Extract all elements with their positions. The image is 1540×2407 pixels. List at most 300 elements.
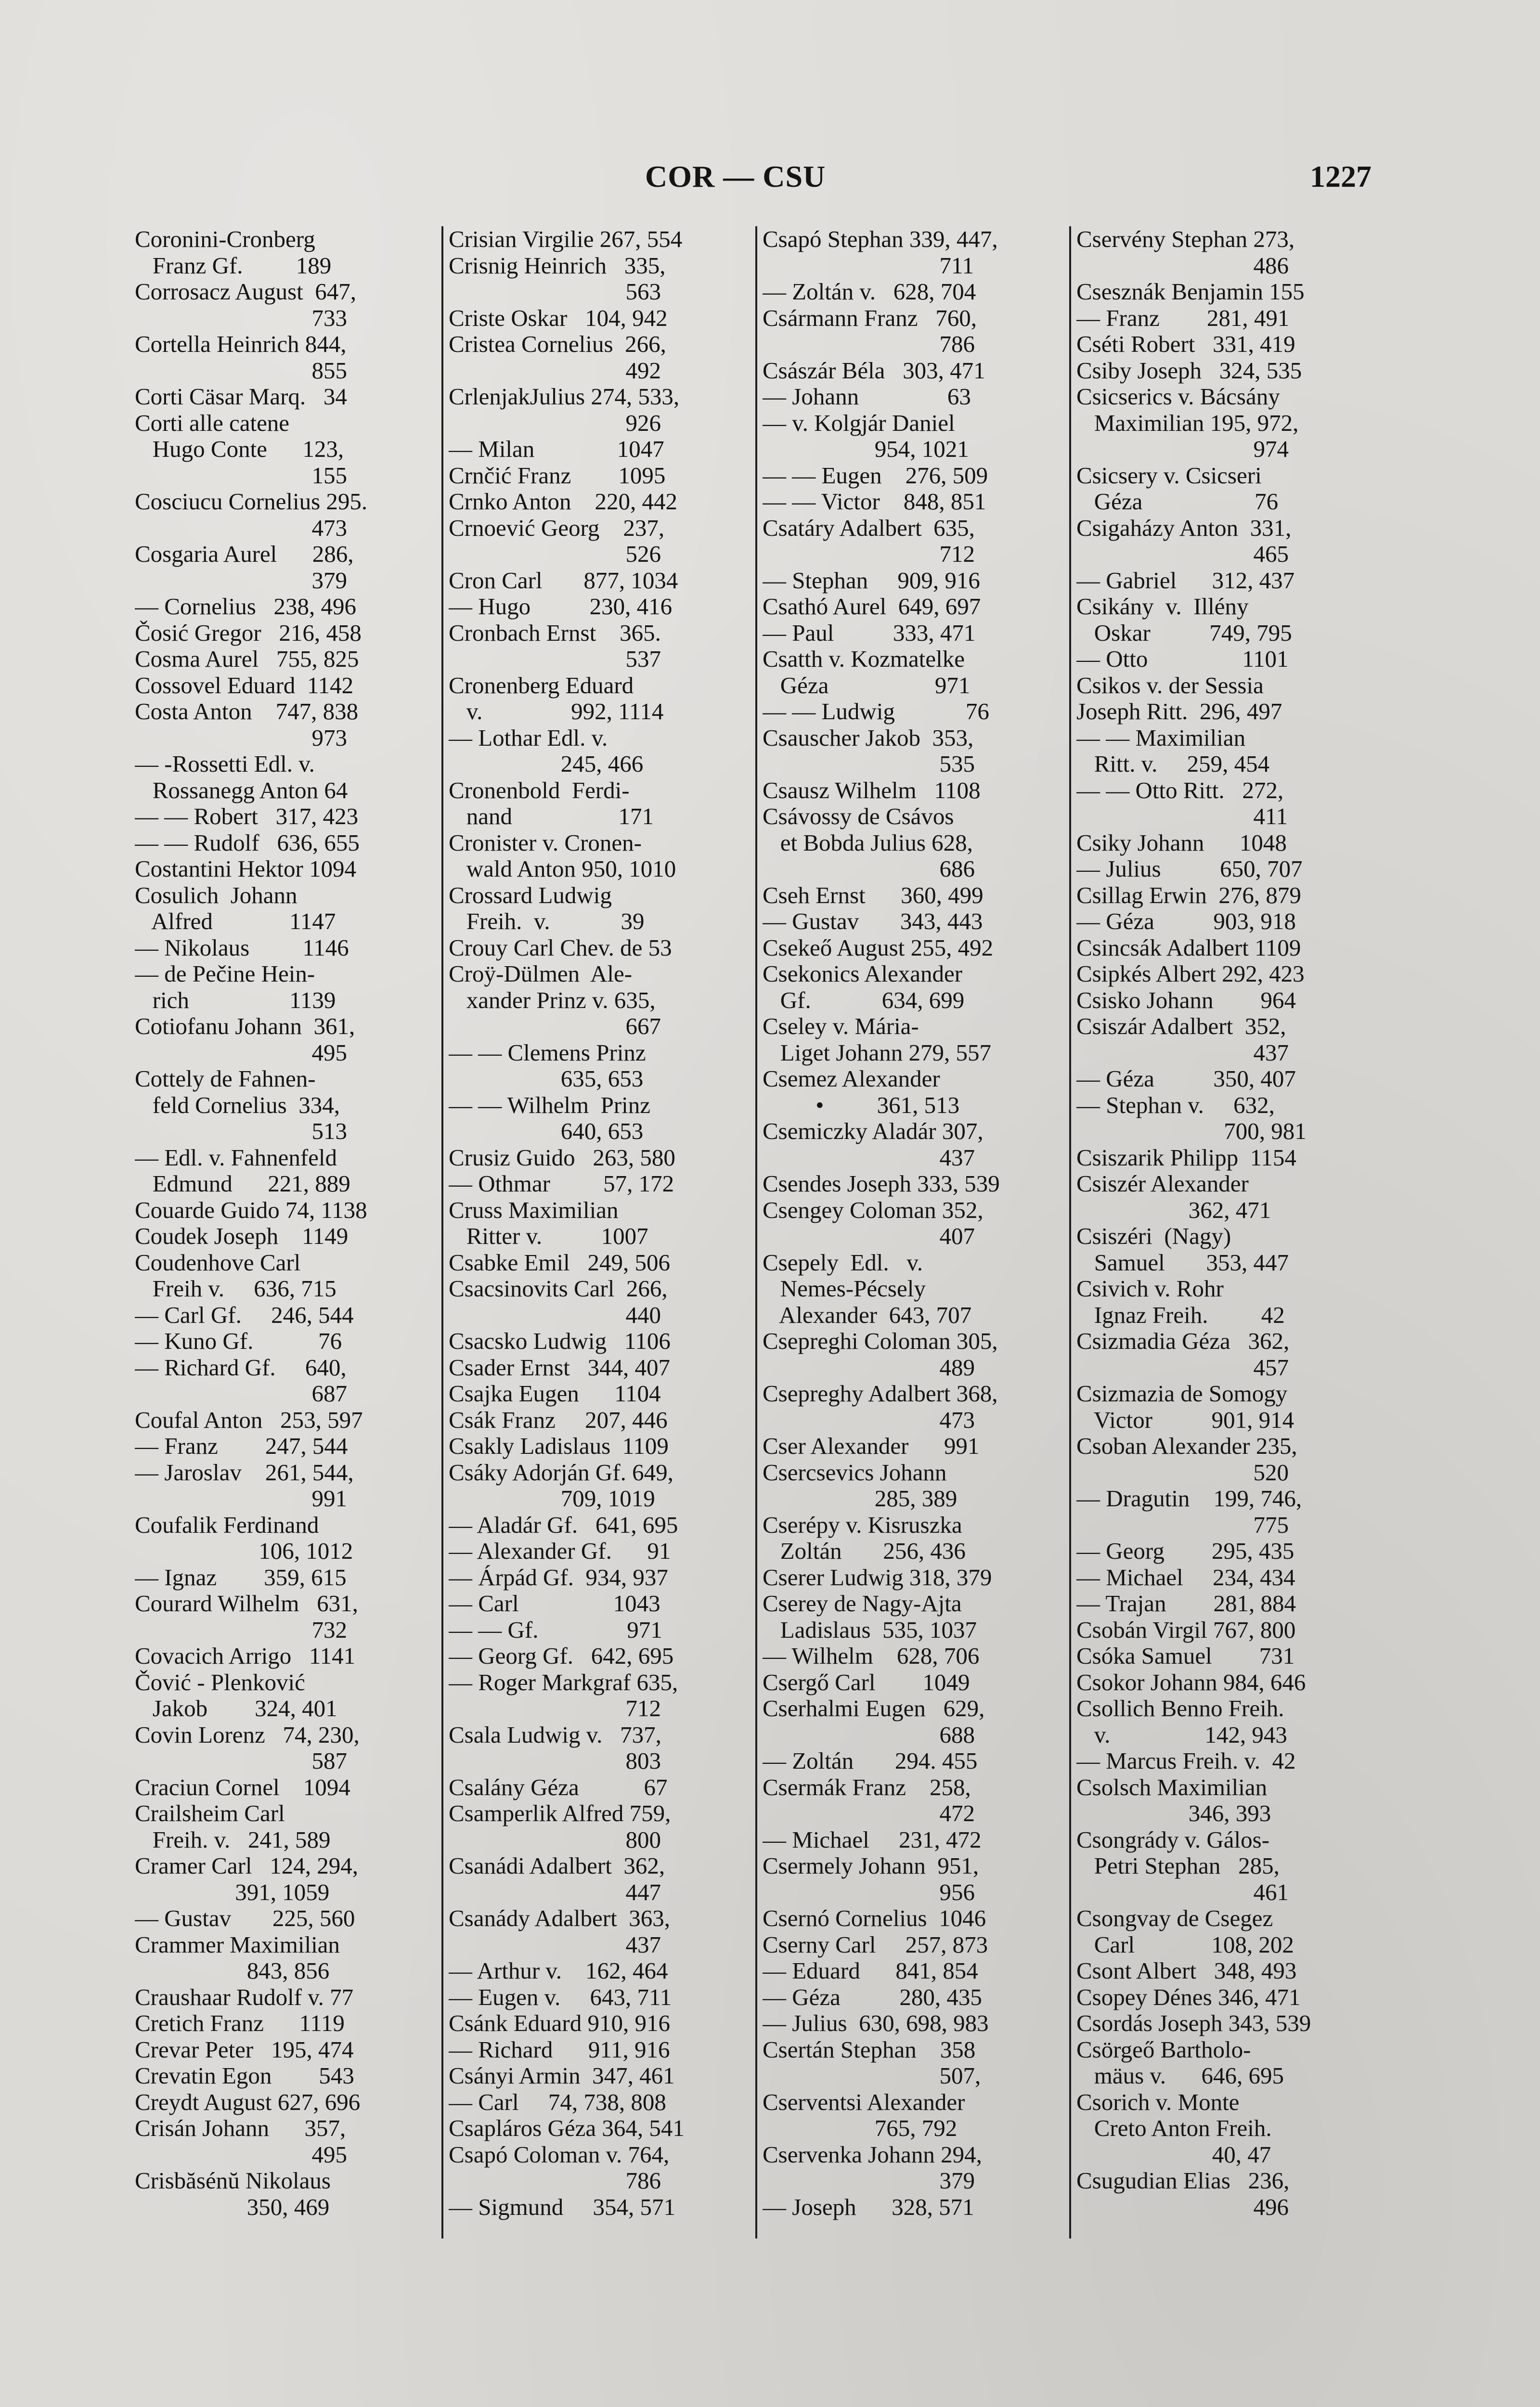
index-entry-line: Csepreghi Coloman 305, bbox=[763, 1328, 998, 1354]
index-entry-line: • 361, 513 bbox=[763, 1092, 960, 1118]
index-entry-line: Coufalik Ferdinand bbox=[135, 1512, 319, 1538]
index-entry-line: 496 bbox=[1076, 2194, 1289, 2220]
index-entry-line: Cretich Franz 1119 bbox=[135, 2010, 345, 2036]
index-entry-line: Cristea Cornelius 266, bbox=[449, 331, 666, 357]
index-entry-line: Crevar Peter 195, 474 bbox=[135, 2036, 354, 2063]
index-entry-line: Csekonics Alexander bbox=[763, 961, 963, 987]
index-entry-line: Csolsch Maximilian bbox=[1076, 1774, 1268, 1800]
index-entry-line: — -Rossetti Edl. v. bbox=[135, 751, 315, 777]
index-entry-line: 587 bbox=[135, 1748, 347, 1774]
index-entry-line: 563 bbox=[449, 279, 661, 305]
index-entry-line: 447 bbox=[449, 1879, 661, 1905]
index-entry-line: — — Robert 317, 423 bbox=[135, 803, 359, 829]
index-entry-line: Csicserics v. Bácsány bbox=[1076, 384, 1280, 410]
index-entry-line: Corrosacz August 647, bbox=[135, 279, 356, 305]
index-entry-line: Crossard Ludwig bbox=[449, 882, 612, 908]
index-entry-line: — Cornelius 238, 496 bbox=[135, 594, 357, 620]
index-entry-line: — Georg Gf. 642, 695 bbox=[449, 1643, 674, 1669]
index-entry-line: Csala Ludwig v. 737, bbox=[449, 1721, 661, 1748]
index-entry-line: — Arthur v. 162, 464 bbox=[449, 1958, 668, 1984]
index-entry-line: Coronini-Cronberg bbox=[135, 226, 315, 252]
index-entry-line: Csizmadia Géza 362, bbox=[1076, 1328, 1290, 1354]
index-entry-line: 489 bbox=[763, 1354, 975, 1381]
index-entry-line: Császár Béla 303, 471 bbox=[763, 357, 985, 384]
index-entry-line: Csávossy de Csávos bbox=[763, 803, 954, 829]
index-entry-line: Craciun Cornel 1094 bbox=[135, 1774, 350, 1800]
index-entry-line: 526 bbox=[449, 541, 661, 567]
index-entry-line: Cosma Aurel 755, 825 bbox=[135, 646, 359, 672]
column-divider bbox=[755, 226, 757, 2239]
index-entry-line: Crailsheim Carl bbox=[135, 1800, 285, 1826]
index-entry-line: Csausz Wilhelm 1108 bbox=[763, 777, 981, 803]
index-entry-line: 712 bbox=[763, 541, 975, 567]
index-entry-line: Csalány Géza 67 bbox=[449, 1774, 668, 1800]
index-entry-line: 711 bbox=[763, 252, 974, 279]
index-entry-line: Csermák Franz 258, bbox=[763, 1774, 971, 1800]
index-entry-line: Csergő Carl 1049 bbox=[763, 1669, 970, 1695]
index-entry-line: Csóka Samuel 731 bbox=[1076, 1643, 1295, 1669]
index-entry-line: Alexander 643, 707 bbox=[763, 1302, 972, 1328]
index-entry-line: 926 bbox=[449, 410, 661, 436]
index-entry-line: Cronenbold Ferdi- bbox=[449, 777, 630, 803]
index-entry-line: Csabke Emil 249, 506 bbox=[449, 1249, 671, 1276]
index-entry-line: Csicsery v. Csicseri bbox=[1076, 462, 1262, 489]
index-entry-line: 155 bbox=[135, 462, 347, 489]
index-entry-line: Cortella Heinrich 844, bbox=[135, 331, 347, 357]
index-entry-line: Csapláros Géza 364, 541 bbox=[449, 2115, 685, 2141]
index-entry-line: Petri Stephan 285, bbox=[1076, 1853, 1280, 1879]
index-entry-line: CrlenjakJulius 274, 533, bbox=[449, 384, 680, 410]
index-entry-line: Alfred 1147 bbox=[135, 908, 336, 934]
index-entry-line: — Hugo 230, 416 bbox=[449, 594, 673, 620]
index-entry-line: Cserventsi Alexander bbox=[763, 2089, 965, 2115]
index-entry-line: Csermely Johann 951, bbox=[763, 1853, 979, 1879]
index-entry-line: Csiszéri (Nagy) bbox=[1076, 1223, 1231, 1249]
index-entry-line: Csikány v. Illény bbox=[1076, 594, 1249, 620]
index-entry-line: 843, 856 bbox=[135, 1958, 330, 1984]
index-entry-line: Crisbăsénŭ Nikolaus bbox=[135, 2168, 331, 2194]
index-entry-line: Csigaházy Anton 331, bbox=[1076, 515, 1292, 541]
index-entry-line: 855 bbox=[135, 357, 347, 384]
index-entry-line: 411 bbox=[1076, 803, 1288, 829]
index-entry-line: 974 bbox=[1076, 436, 1289, 462]
index-entry-line: 437 bbox=[763, 1144, 975, 1171]
index-entry-line: Rossanegg Anton 64 bbox=[135, 777, 348, 803]
index-entry-line: — Marcus Freih. v. 42 bbox=[1076, 1748, 1296, 1774]
index-entry-line: Csercsevics Johann bbox=[763, 1459, 947, 1486]
index-entry-line: 465 bbox=[1076, 541, 1289, 567]
index-entry-line: Csivich v. Rohr bbox=[1076, 1276, 1224, 1302]
index-entry-line: 535 bbox=[763, 751, 975, 777]
index-entry-line: 520 bbox=[1076, 1459, 1289, 1486]
index-entry-line: 687 bbox=[135, 1381, 347, 1407]
index-entry-line: et Bobda Julius 628, bbox=[763, 829, 973, 856]
index-entry-line: Csizmazia de Somogy bbox=[1076, 1381, 1288, 1407]
index-entry-line: Csendes Joseph 333, 539 bbox=[763, 1171, 1000, 1197]
index-entry-line: Csatth v. Kozmatelke bbox=[763, 646, 965, 672]
index-entry-line: 507, bbox=[763, 2063, 981, 2089]
index-entry-line: Gf. 634, 699 bbox=[763, 987, 965, 1013]
index-entry-line: Freih. v. 39 bbox=[449, 908, 645, 934]
index-entry-line: — Lothar Edl. v. bbox=[449, 725, 608, 751]
column-divider bbox=[1069, 226, 1071, 2239]
index-entry-line: 956 bbox=[763, 1879, 975, 1905]
index-entry-line: Nemes-Pécsely bbox=[763, 1276, 926, 1302]
index-entry-line: 437 bbox=[1076, 1039, 1289, 1066]
index-entry-line: — Zoltán v. 628, 704 bbox=[763, 279, 976, 305]
index-entry-line: Csajka Eugen 1104 bbox=[449, 1381, 661, 1407]
index-entry-line: Ritter v. 1007 bbox=[449, 1223, 648, 1249]
index-entry-line: — — Maximilian bbox=[1076, 725, 1246, 751]
index-entry-line: Csánk Eduard 910, 916 bbox=[449, 2010, 670, 2036]
index-entry-line: Cservenka Johann 294, bbox=[763, 2141, 982, 2168]
index-entry-line: Cseh Ernst 360, 499 bbox=[763, 882, 984, 908]
index-entry-line: Cserépy v. Kisruszka bbox=[763, 1512, 962, 1538]
index-entry-line: wald Anton 950, 1010 bbox=[449, 856, 676, 882]
index-entry-line: Crisnig Heinrich 335, bbox=[449, 252, 666, 279]
index-entry-line: v. 142, 943 bbox=[1076, 1721, 1287, 1748]
index-entry-line: Cserhalmi Eugen 629, bbox=[763, 1695, 985, 1721]
index-entry-line: Csipkés Albert 292, 423 bbox=[1076, 961, 1305, 987]
index-entry-line: 492 bbox=[449, 357, 661, 384]
index-entry-line: Liget Johann 279, 557 bbox=[763, 1039, 991, 1066]
index-entry-line: Csoban Alexander 235, bbox=[1076, 1433, 1297, 1459]
index-entry-line: Couarde Guido 74, 1138 bbox=[135, 1197, 367, 1223]
index-entry-line: Čović - Plenković bbox=[135, 1669, 305, 1695]
index-entry-line: — Richard 911, 916 bbox=[449, 2036, 670, 2063]
index-entry-line: — Milan 1047 bbox=[449, 436, 664, 462]
index-entry-line: — Ignaz 359, 615 bbox=[135, 1564, 347, 1591]
index-entry-line: 991 bbox=[135, 1486, 347, 1512]
index-entry-line: — Roger Markgraf 635, bbox=[449, 1669, 678, 1695]
index-entry-line: Hugo Conte 123, bbox=[135, 436, 344, 462]
index-entry-line: Crevatin Egon 543 bbox=[135, 2063, 354, 2089]
index-entry-line: — Paul 333, 471 bbox=[763, 620, 976, 646]
index-entry-line: Géza 971 bbox=[763, 672, 971, 699]
index-entry-line: Cronister v. Cronen- bbox=[449, 829, 642, 856]
index-entry-line: 472 bbox=[763, 1800, 975, 1826]
index-entry-line: — Carl 1043 bbox=[449, 1591, 660, 1617]
index-entry-line: — Zoltán 294. 455 bbox=[763, 1748, 978, 1774]
index-entry-line: 486 bbox=[1076, 252, 1289, 279]
index-entry-line: Csiby Joseph 324, 535 bbox=[1076, 357, 1302, 384]
index-entry-line: v. 992, 1114 bbox=[449, 699, 664, 725]
index-entry-line: — Sigmund 354, 571 bbox=[449, 2194, 675, 2220]
index-entry-line: Maximilian 195, 972, bbox=[1076, 410, 1299, 436]
index-entry-line: Croÿ-Dülmen Ale- bbox=[449, 961, 633, 987]
index-entry-line: — Dragutin 199, 746, bbox=[1076, 1486, 1302, 1512]
index-entry-line: 245, 466 bbox=[449, 751, 644, 777]
index-entry-line: Freih. v. 241, 589 bbox=[135, 1826, 331, 1853]
index-entry-line: Csorich v. Monte bbox=[1076, 2089, 1240, 2115]
index-entry-line: — Julius 650, 707 bbox=[1076, 856, 1303, 882]
index-entry-line: Covacich Arrigo 1141 bbox=[135, 1643, 356, 1669]
index-entry-line: 473 bbox=[763, 1407, 975, 1433]
index-column-3 bbox=[763, 226, 1066, 2248]
index-entry-line: — Aladár Gf. 641, 695 bbox=[449, 1512, 678, 1538]
index-entry-line: — Géza 903, 918 bbox=[1076, 908, 1296, 934]
index-entry-line: — Gustav 225, 560 bbox=[135, 1905, 355, 1931]
index-entry-line: Csisko Johann 964 bbox=[1076, 987, 1296, 1013]
index-entry-line: 786 bbox=[449, 2168, 661, 2194]
index-entry-line: 709, 1019 bbox=[449, 1486, 655, 1512]
index-entry-line: — Árpád Gf. 934, 937 bbox=[449, 1564, 668, 1591]
index-entry-line: 461 bbox=[1076, 1879, 1289, 1905]
index-entry-line: — Carl 74, 738, 808 bbox=[449, 2089, 666, 2115]
index-entry-line: — Michael 234, 434 bbox=[1076, 1564, 1295, 1591]
index-entry-line: 346, 393 bbox=[1076, 1800, 1271, 1826]
index-entry-line: — Carl Gf. 246, 544 bbox=[135, 1302, 354, 1328]
index-entry-line: 800 bbox=[449, 1826, 661, 1853]
index-entry-line: Cron Carl 877, 1034 bbox=[449, 567, 678, 594]
index-entry-line: 954, 1021 bbox=[763, 436, 969, 462]
index-entry-line: Csatáry Adalbert 635, bbox=[763, 515, 975, 541]
index-entry-line: 786 bbox=[763, 331, 975, 357]
index-entry-line: 733 bbox=[135, 305, 347, 331]
index-entry-line: Cossovel Eduard 1142 bbox=[135, 672, 354, 699]
index-entry-line: rich 1139 bbox=[135, 987, 336, 1013]
index-entry-line: Crnoević Georg 237, bbox=[449, 515, 665, 541]
index-entry-line: Csillag Erwin 276, 879 bbox=[1076, 882, 1301, 908]
index-entry-line: Csapó Stephan 339, 447, bbox=[763, 226, 998, 252]
index-entry-line: Cserer Ludwig 318, 379 bbox=[763, 1564, 992, 1591]
index-entry-line: 473 bbox=[135, 515, 347, 541]
index-entry-line: 379 bbox=[763, 2168, 975, 2194]
index-entry-line: Courard Wilhelm 631, bbox=[135, 1591, 358, 1617]
index-entry-line: Csanády Adalbert 363, bbox=[449, 1905, 670, 1931]
index-entry-line: — Gustav 343, 443 bbox=[763, 908, 983, 934]
index-entry-line: Crisian Virgilie 267, 554 bbox=[449, 226, 683, 252]
index-entry-line: Csacsinovits Carl 266, bbox=[449, 1276, 668, 1302]
index-column-1 bbox=[135, 226, 438, 2248]
index-entry-line: Ignaz Freih. 42 bbox=[1076, 1302, 1285, 1328]
index-entry-line: 513 bbox=[135, 1118, 347, 1144]
index-entry-line: Ritt. v. 259, 454 bbox=[1076, 751, 1270, 777]
index-entry-line: 775 bbox=[1076, 1512, 1289, 1538]
index-entry-line: Csiszár Adalbert 352, bbox=[1076, 1013, 1286, 1039]
index-entry-line: Cser Alexander 991 bbox=[763, 1433, 980, 1459]
index-entry-line: — Stephan 909, 916 bbox=[763, 567, 980, 594]
index-entry-line: Cruss Maximilian bbox=[449, 1197, 619, 1223]
index-entry-line: Freih v. 636, 715 bbox=[135, 1276, 336, 1302]
index-entry-line: — Michael 231, 472 bbox=[763, 1826, 982, 1853]
index-entry-line: Coudek Joseph 1149 bbox=[135, 1223, 349, 1249]
index-entry-line: 440 bbox=[449, 1302, 661, 1328]
index-entry-line: Csongvay de Csegez bbox=[1076, 1905, 1273, 1931]
index-entry-line: Csörgeő Bartholo- bbox=[1076, 2036, 1251, 2063]
index-entry-line: Criste Oskar 104, 942 bbox=[449, 305, 668, 331]
index-entry-line: — Edl. v. Fahnenfeld bbox=[135, 1144, 337, 1171]
index-entry-line: 732 bbox=[135, 1617, 347, 1643]
index-entry-line: Crnčić Franz 1095 bbox=[449, 462, 666, 489]
index-entry-line: Edmund 221, 889 bbox=[135, 1171, 350, 1197]
index-entry-line: Géza 76 bbox=[1076, 489, 1279, 515]
index-entry-line: Samuel 353, 447 bbox=[1076, 1249, 1289, 1276]
index-entry-line: Csollich Benno Freih. bbox=[1076, 1695, 1284, 1721]
index-entry-line: — Eugen v. 643, 711 bbox=[449, 1984, 672, 2010]
index-entry-line: 457 bbox=[1076, 1354, 1289, 1381]
index-entry-line: 495 bbox=[135, 2141, 347, 2168]
index-entry-line: Csáky Adorján Gf. 649, bbox=[449, 1459, 673, 1486]
index-entry-line: Csepreghy Adalbert 368, bbox=[763, 1381, 998, 1407]
index-entry-line: Ladislaus 535, 1037 bbox=[763, 1617, 977, 1643]
index-entry-line: — Géza 280, 435 bbox=[763, 1984, 982, 2010]
index-entry-line: — Nikolaus 1146 bbox=[135, 934, 349, 961]
index-entry-line: — Richard Gf. 640, bbox=[135, 1354, 347, 1381]
index-entry-line: 391, 1059 bbox=[135, 1879, 330, 1905]
index-entry-line: — — Rudolf 636, 655 bbox=[135, 829, 360, 856]
index-entry-line: Csokor Johann 984, 646 bbox=[1076, 1669, 1306, 1695]
index-entry-line: Jakob 324, 401 bbox=[135, 1695, 337, 1721]
index-entry-line: Covin Lorenz 74, 230, bbox=[135, 1721, 360, 1748]
index-entry-line: Cosgaria Aurel 286, bbox=[135, 541, 354, 567]
index-column-4 bbox=[1076, 226, 1380, 2248]
index-entry-line: — Trajan 281, 884 bbox=[1076, 1591, 1296, 1617]
index-column-2 bbox=[449, 226, 752, 2248]
index-entry-line: — — Wilhelm Prinz bbox=[449, 1092, 651, 1118]
index-entry-line: Crisán Johann 357, bbox=[135, 2115, 346, 2141]
index-entry-line: Oskar 749, 795 bbox=[1076, 620, 1292, 646]
index-entry-line: Csader Ernst 344, 407 bbox=[449, 1354, 670, 1381]
column-divider bbox=[441, 226, 443, 2239]
index-entry-line: — — Victor 848, 851 bbox=[763, 489, 986, 515]
index-entry-line: Cronbach Ernst 365. bbox=[449, 620, 661, 646]
index-entry-line: Csemiczky Aladár 307, bbox=[763, 1118, 984, 1144]
index-entry-line: Coudenhove Carl bbox=[135, 1249, 301, 1276]
index-entry-line: Corti alle catene bbox=[135, 410, 290, 436]
index-entry-line: Čosić Gregor 216, 458 bbox=[135, 620, 362, 646]
index-entry-line: Csernó Cornelius 1046 bbox=[763, 1905, 986, 1931]
index-entry-line: 362, 471 bbox=[1076, 1197, 1271, 1223]
index-entry-line: — Georg 295, 435 bbox=[1076, 1538, 1294, 1564]
index-entry-line: — Joseph 328, 571 bbox=[763, 2194, 974, 2220]
index-entry-line: Csekeő August 255, 492 bbox=[763, 934, 994, 961]
index-entry-line: — — Otto Ritt. 272, bbox=[1076, 777, 1284, 803]
index-entry-line: Corti Cäsar Marq. 34 bbox=[135, 384, 347, 410]
index-entry-line: mäus v. 646, 695 bbox=[1076, 2063, 1284, 2089]
index-entry-line: — Othmar 57, 172 bbox=[449, 1171, 674, 1197]
index-entry-line: — Jaroslav 261, 544, bbox=[135, 1459, 354, 1486]
index-entry-line: 686 bbox=[763, 856, 975, 882]
index-entry-line: Csincsák Adalbert 1109 bbox=[1076, 934, 1301, 961]
index-entry-line: Csepely Edl. v. bbox=[763, 1249, 923, 1276]
index-entry-line: — Kuno Gf. 76 bbox=[135, 1328, 342, 1354]
index-entry-line: Csák Franz 207, 446 bbox=[449, 1407, 668, 1433]
index-entry-line: Csiszér Alexander bbox=[1076, 1171, 1249, 1197]
index-entry-line: — Gabriel 312, 437 bbox=[1076, 567, 1295, 594]
index-entry-line: Csanádi Adalbert 362, bbox=[449, 1853, 665, 1879]
index-entry-line: Csugudian Elias 236, bbox=[1076, 2168, 1290, 2194]
index-entry-line: Crouy Carl Chev. de 53 bbox=[449, 934, 672, 961]
index-entry-line: Coufal Anton 253, 597 bbox=[135, 1407, 363, 1433]
index-entry-line: — Julius 630, 698, 983 bbox=[763, 2010, 989, 2036]
index-entry-line: Csamperlik Alfred 759, bbox=[449, 1800, 671, 1826]
index-entry-line: Creto Anton Freih. bbox=[1076, 2115, 1272, 2141]
index-entry-line: Crusiz Guido 263, 580 bbox=[449, 1144, 675, 1171]
index-entry-line: 285, 389 bbox=[763, 1486, 958, 1512]
index-entry-line: — Alexander Gf. 91 bbox=[449, 1538, 671, 1564]
page-title: COR — CSU bbox=[645, 159, 826, 194]
index-entry-line: 640, 653 bbox=[449, 1118, 644, 1144]
index-entry-line: 765, 792 bbox=[763, 2115, 958, 2141]
index-entry-line: Crnko Anton 220, 442 bbox=[449, 489, 678, 515]
index-entry-line: 106, 1012 bbox=[135, 1538, 353, 1564]
index-entry-line: — — Gf. 971 bbox=[449, 1617, 662, 1643]
index-entry-line: 40, 47 bbox=[1076, 2141, 1271, 2168]
index-entry-line: — de Pečine Hein- bbox=[135, 961, 315, 987]
index-entry-line: — v. Kolgjár Daniel bbox=[763, 410, 955, 436]
index-entry-line: Csathó Aurel 649, 697 bbox=[763, 594, 981, 620]
page-header bbox=[0, 159, 1540, 202]
index-entry-line: Zoltán 256, 436 bbox=[763, 1538, 966, 1564]
index-entry-line: Franz Gf. 189 bbox=[135, 252, 332, 279]
index-entry-line: Cserny Carl 257, 873 bbox=[763, 1931, 988, 1958]
index-entry-line: Cosulich Johann bbox=[135, 882, 298, 908]
index-entry-line: Csengey Coloman 352, bbox=[763, 1197, 984, 1223]
index-entry-line: Joseph Ritt. 296, 497 bbox=[1076, 699, 1282, 725]
index-entry-line: 667 bbox=[449, 1013, 661, 1039]
index-entry-line: Costa Anton 747, 838 bbox=[135, 699, 359, 725]
index-entry-line: Cramer Carl 124, 294, bbox=[135, 1853, 359, 1879]
index-entry-line: 537 bbox=[449, 646, 661, 672]
index-entry-line: — Eduard 841, 854 bbox=[763, 1958, 978, 1984]
index-entry-line: xander Prinz v. 635, bbox=[449, 987, 656, 1013]
index-entry-line: Crammer Maximilian bbox=[135, 1931, 340, 1958]
index-entry-line: 973 bbox=[135, 725, 347, 751]
index-entry-line: — Johann 63 bbox=[763, 384, 971, 410]
index-entry-line: feld Cornelius 334, bbox=[135, 1092, 340, 1118]
index-entry-line: Victor 901, 914 bbox=[1076, 1407, 1294, 1433]
index-entry-line: Csármann Franz 760, bbox=[763, 305, 977, 331]
index-entry-line: — Géza 350, 407 bbox=[1076, 1066, 1296, 1092]
index-entry-line: — Wilhelm 628, 706 bbox=[763, 1643, 980, 1669]
page-number: 1227 bbox=[1310, 159, 1372, 194]
index-entry-line: Cserey de Nagy-Ajta bbox=[763, 1591, 962, 1617]
index-entry-line: 407 bbox=[763, 1223, 975, 1249]
index-entry-line: Csikos v. der Sessia bbox=[1076, 672, 1264, 699]
index-entry-line: Csemez Alexander bbox=[763, 1066, 940, 1092]
index-entry-line: 437 bbox=[449, 1931, 661, 1958]
index-entry-line: Csongrády v. Gálos- bbox=[1076, 1826, 1270, 1853]
index-entry-line: Csiky Johann 1048 bbox=[1076, 829, 1287, 856]
index-entry-line: — Franz 247, 544 bbox=[135, 1433, 348, 1459]
index-entry-line: Csakly Ladislaus 1109 bbox=[449, 1433, 669, 1459]
index-entry-line: Cseley v. Mária- bbox=[763, 1013, 919, 1039]
index-entry-line: Cosciucu Cornelius 295. bbox=[135, 489, 368, 515]
index-columns bbox=[135, 226, 1386, 2248]
index-entry-line: Csordás Joseph 343, 539 bbox=[1076, 2010, 1311, 2036]
index-entry-line: 495 bbox=[135, 1039, 347, 1066]
index-entry-line: 700, 981 bbox=[1076, 1118, 1307, 1144]
index-entry-line: Csányi Armin 347, 461 bbox=[449, 2063, 675, 2089]
index-entry-line: 803 bbox=[449, 1748, 661, 1774]
index-entry-line: Csobán Virgil 767, 800 bbox=[1076, 1617, 1296, 1643]
index-entry-line: Cotiofanu Johann 361, bbox=[135, 1013, 355, 1039]
index-entry-line: Creydt August 627, 696 bbox=[135, 2089, 361, 2115]
index-entry-line: Csauscher Jakob 353, bbox=[763, 725, 974, 751]
index-entry-line: — Otto 1101 bbox=[1076, 646, 1289, 672]
index-entry-line: 379 bbox=[135, 567, 347, 594]
index-entry-line: Carl 108, 202 bbox=[1076, 1931, 1294, 1958]
index-entry-line: Cottely de Fahnen- bbox=[135, 1066, 316, 1092]
index-entry-line: Cservény Stephan 273, bbox=[1076, 226, 1295, 252]
index-entry-line: Cronenberg Eduard bbox=[449, 672, 634, 699]
index-entry-line: — — Clemens Prinz bbox=[449, 1039, 646, 1066]
index-entry-line: 688 bbox=[763, 1721, 975, 1748]
index-entry-line: Csopey Dénes 346, 471 bbox=[1076, 1984, 1301, 2010]
index-entry-line: — Franz 281, 491 bbox=[1076, 305, 1290, 331]
index-entry-line: — — Eugen 276, 509 bbox=[763, 462, 988, 489]
